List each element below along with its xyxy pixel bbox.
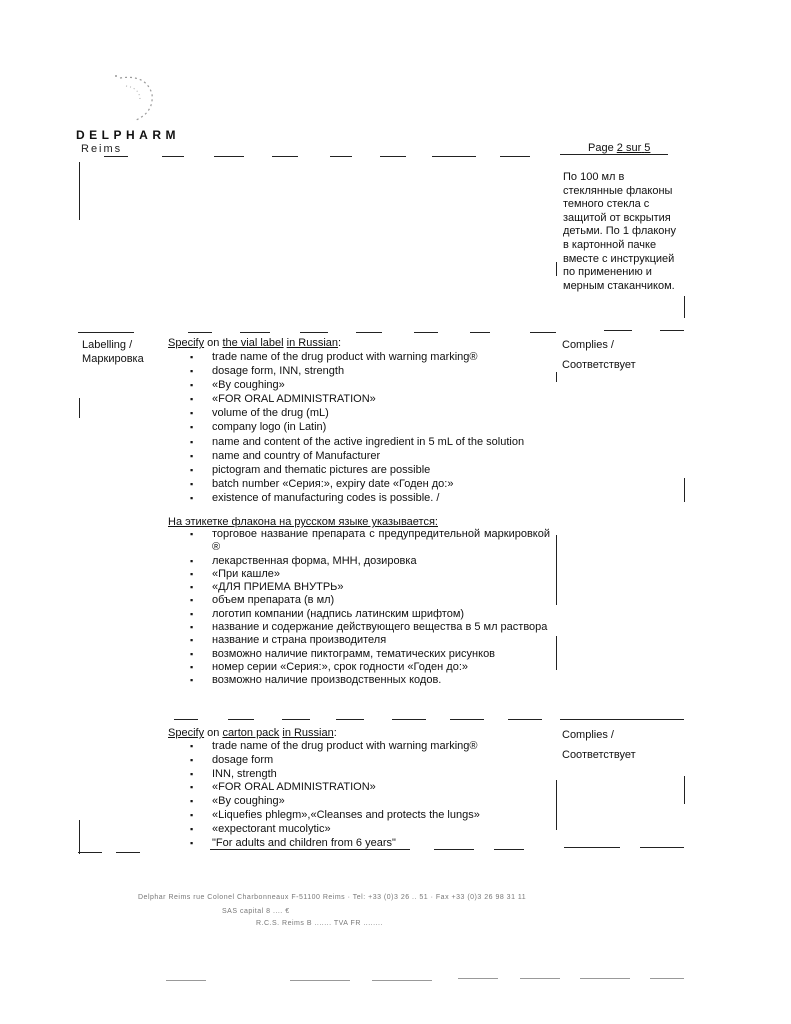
row-border (78, 332, 134, 333)
list-item: ▪ логотип компании (надпись латинским шрифтом) (212, 608, 550, 621)
carton-en-list (212, 740, 552, 850)
labelling-label-ru: Маркировка (82, 352, 144, 365)
list-item: ▪ название и страна производителя (212, 634, 550, 647)
vial-en-heading-colon: : (338, 337, 342, 349)
scan-line (650, 978, 684, 979)
list-item: ▪ "For adults and children from 6 years" (212, 837, 552, 851)
row-border (530, 332, 556, 333)
list-item: ▪ «By coughing» (212, 378, 552, 392)
list-item: ▪ номер серии «Серия:», срок годности «Годен до:» (212, 661, 550, 674)
table-bottom-border (116, 852, 140, 853)
page-current: 2 (616, 142, 623, 154)
row-border (660, 330, 684, 331)
list-item: ▪ name and content of the active ingredient in 5 mL of the solution (212, 435, 552, 449)
vial-result (562, 335, 682, 375)
table-top-border (500, 156, 530, 157)
table-top-border (330, 156, 352, 157)
row-border (240, 332, 270, 333)
table-mid-border (556, 636, 557, 670)
row-border (336, 719, 364, 720)
list-item: ▪ объем препарата (в мл) (212, 594, 550, 607)
row-border (282, 719, 310, 720)
list-item: ▪ company logo (in Latin) (212, 420, 552, 434)
row-border (560, 719, 684, 720)
carton-en-heading-colon: : (333, 727, 337, 739)
footer-line-3: R.C.S. Reims B ....... TVA FR ........ (256, 920, 383, 927)
vial-ru-heading-text: На этикетке флакона на русском языке указывается: (168, 516, 438, 528)
table-top-border (560, 154, 668, 155)
vial-en-heading-text: on (204, 337, 223, 349)
table-bottom-border (434, 849, 474, 850)
scan-line (580, 978, 630, 979)
carton-result-en: Complies / (562, 729, 614, 741)
list-item: ▪ «expectorant mucolytic» (212, 823, 552, 837)
footer-line-2: SAS capital 8 .... € (222, 908, 290, 915)
table-bottom-border (78, 852, 102, 853)
table-bottom-border (640, 847, 684, 848)
list-item: ▪ «Liquefies phlegm»,«Cleanses and protects the lungs» (212, 809, 552, 823)
table-mid-border (556, 780, 557, 830)
table-top-border (104, 156, 128, 157)
company-site: Reims (81, 143, 123, 155)
row-border (188, 332, 212, 333)
table-top-border (214, 156, 244, 157)
table-right-border (684, 776, 685, 804)
row-border (414, 332, 438, 333)
vial-en-list (212, 350, 552, 505)
row-border (392, 719, 426, 720)
list-item: ▪ «ДЛЯ ПРИЕМА ВНУТРЬ» (212, 581, 550, 594)
table-bottom-border (210, 849, 410, 850)
scan-line (290, 980, 350, 981)
carton-en-heading-text: on (204, 727, 223, 739)
list-item: ▪ возможно наличие производственных кодов. (212, 674, 550, 687)
list-item: ▪ лекарственная форма, МНН, дозировка (212, 555, 550, 568)
page-sep: sur (625, 142, 642, 154)
row-border (470, 332, 490, 333)
carton-en-heading-tail: in Russian (282, 727, 334, 739)
vial-result-en: Complies / (562, 339, 614, 351)
company-logo-text: DELPHARM (76, 128, 180, 142)
vial-result-ru: Соответствует (562, 359, 636, 371)
table-top-border (380, 156, 406, 157)
row-border (508, 719, 542, 720)
carton-en-heading (168, 727, 337, 741)
table-bottom-border (494, 849, 524, 850)
labelling-label-en: Labelling / (82, 339, 133, 351)
row-border (174, 719, 198, 720)
page-label: Page (588, 142, 614, 154)
row-border (604, 330, 632, 331)
list-item: ▪ торговое название препарата с предупредительной маркировкой ® (212, 528, 550, 555)
labelling-row-label (82, 339, 162, 366)
vial-en-heading-link: the vial label (222, 337, 284, 349)
row-border (228, 719, 254, 720)
carton-result-ru: Соответствует (562, 749, 636, 761)
table-left-border (79, 820, 80, 854)
list-item: ▪ «FOR ORAL ADMINISTRATION» (212, 392, 552, 406)
carton-en-heading-prefix: Specify (168, 727, 205, 739)
row-border (450, 719, 484, 720)
list-item: ▪ volume of the drug (mL) (212, 406, 552, 420)
list-item: ▪ pictogram and thematic pictures are possible (212, 463, 552, 477)
page-total: 5 (644, 142, 651, 154)
list-item: ▪ «By coughing» (212, 795, 552, 809)
scan-line (372, 980, 432, 981)
table-left-border (79, 162, 80, 220)
scan-line (520, 978, 560, 979)
list-item: ▪ batch number «Серия:», expiry date «Годен до:» (212, 477, 552, 491)
list-item: ▪ возможно наличие пиктограмм, тематических рисунков (212, 648, 550, 661)
table-top-border (272, 156, 298, 157)
list-item: ▪ existence of manufacturing codes is possible. / (212, 491, 552, 505)
vial-ru-list (212, 528, 550, 688)
vial-en-heading (168, 337, 341, 351)
table-top-border (162, 156, 184, 157)
list-item: ▪ название и содержание действующего вещества в 5 мл раствора (212, 621, 550, 634)
table-mid-border (556, 262, 557, 276)
carton-en-heading-link: carton pack (222, 727, 280, 739)
list-item: ▪ dosage form, INN, strength (212, 364, 552, 378)
table-mid-border (556, 372, 557, 382)
list-item: ▪ name and country of Manufacturer (212, 449, 552, 463)
vial-en-heading-prefix: Specify (168, 337, 205, 349)
vial-en-heading-tail: in Russian (286, 337, 339, 349)
table-left-border (79, 398, 80, 418)
table-mid-border (556, 535, 557, 605)
row-border (356, 332, 382, 333)
list-item: ▪ trade name of the drug product with warning marking® (212, 350, 552, 364)
table-right-border (684, 296, 685, 318)
list-item: ▪ «FOR ORAL ADMINISTRATION» (212, 781, 552, 795)
footer-line-1: Delphar Reims rue Colonel Charbonneaux F-51100 Reims · Tel: +33 (0)3 26 .. 51 · Fax +33 (0)3 26 98 31 11 (138, 894, 527, 901)
carton-result (562, 725, 682, 765)
page-number (588, 142, 650, 154)
list-item: ▪ dosage form (212, 754, 552, 768)
scan-line (458, 978, 498, 979)
list-item: ▪ «При кашле» (212, 568, 550, 581)
row-border (300, 332, 328, 333)
table-bottom-border (564, 847, 620, 848)
table-top-border (432, 156, 476, 157)
packaging-description: По 100 мл в стеклянные флаконы темного стекла с защитой от вскрытия детьми. По 1 флакону в картонной пачке вместе с инструкцией по применению и мерным стаканчиком. (563, 171, 676, 292)
scan-line (166, 980, 206, 981)
table-right-border (684, 478, 685, 502)
delpharm-logo-mark-icon (106, 68, 162, 128)
list-item: ▪ INN, strength (212, 768, 552, 782)
list-item: ▪ trade name of the drug product with warning marking® (212, 740, 552, 754)
